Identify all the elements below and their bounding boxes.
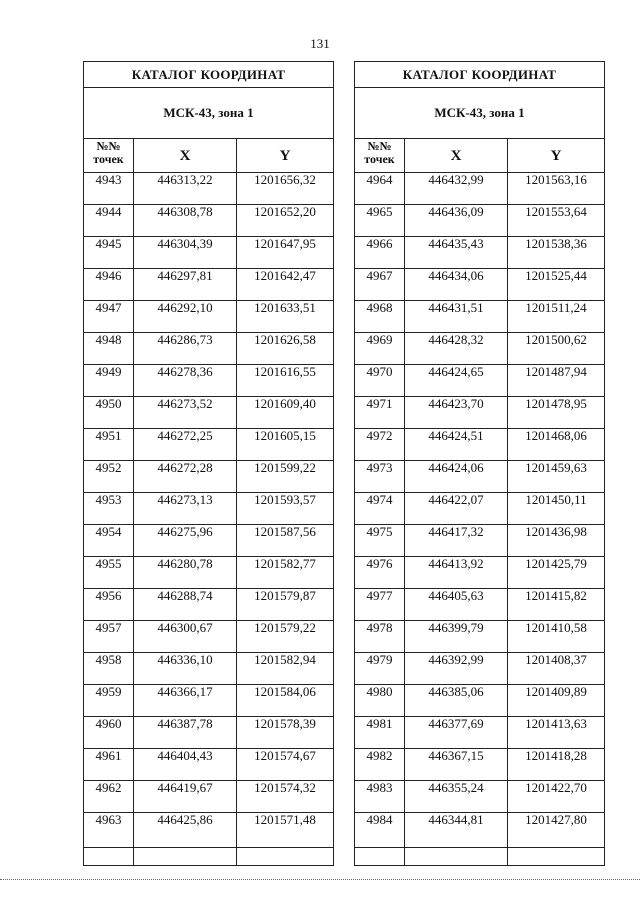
point-number-cell: 4966 [355,237,405,269]
table-row [84,461,334,493]
x-coordinate-cell: 446419,67 [134,781,237,813]
table-row [355,621,605,653]
x-coordinate-cell: 446423,70 [405,397,508,429]
y-coordinate-cell: 1201538,36 [508,237,605,269]
point-number-cell: 4979 [355,653,405,685]
table-row [355,493,605,525]
table-row [84,781,334,813]
y-coordinate-cell: 1201459,63 [508,461,605,493]
table-row [84,301,334,333]
table-row [84,173,334,205]
y-coordinate-cell: 1201605,15 [237,429,334,461]
y-coordinate-cell: 1201582,77 [237,557,334,589]
y-coordinate-cell: 1201593,57 [237,493,334,525]
x-coordinate-cell: 446367,15 [405,749,508,781]
point-number-cell: 4943 [84,173,134,205]
y-coordinate-cell: 1201422,70 [508,781,605,813]
x-coordinate-cell: 446313,22 [134,173,237,205]
table-row [355,749,605,781]
point-number-cell: 4954 [84,525,134,557]
point-number-cell: 4948 [84,333,134,365]
x-coordinate-cell: 446424,06 [405,461,508,493]
x-coordinate-cell: 446404,43 [134,749,237,781]
table-row [355,269,605,301]
table-row [84,557,334,589]
point-number-cell: 4958 [84,653,134,685]
y-coordinate-cell: 1201425,79 [508,557,605,589]
x-coordinate-cell: 446434,06 [405,269,508,301]
y-coordinate-cell: 1201478,95 [508,397,605,429]
table-row [355,589,605,621]
x-coordinate-cell: 446288,74 [134,589,237,621]
y-coordinate-cell: 1201571,48 [237,813,334,848]
table-row [355,653,605,685]
table-row [84,589,334,621]
point-number-cell: 4947 [84,301,134,333]
header-point-number: №№ точек [84,139,134,173]
table-row [355,365,605,397]
table-row [355,205,605,237]
header-y: Y [237,139,334,173]
point-number-cell: 4968 [355,301,405,333]
header-point-number: №№ точек [355,139,405,173]
point-number-cell: 4970 [355,365,405,397]
x-coordinate-cell: 446432,99 [405,173,508,205]
table-row [84,685,334,717]
x-coordinate-cell: 446422,07 [405,493,508,525]
y-coordinate-cell: 1201427,80 [508,813,605,848]
x-coordinate-cell: 446272,28 [134,461,237,493]
point-number-cell: 4957 [84,621,134,653]
point-number-cell: 4969 [355,333,405,365]
x-coordinate-cell: 446435,43 [405,237,508,269]
x-coordinate-cell: 446273,52 [134,397,237,429]
point-number-cell: 4953 [84,493,134,525]
y-coordinate-cell: 1201579,87 [237,589,334,621]
point-number-cell: 4965 [355,205,405,237]
header-x: X [405,139,508,173]
coordinate-catalog-table-right [354,61,605,866]
table-row [84,333,334,365]
y-coordinate-cell: 1201587,56 [237,525,334,557]
point-number-cell: 4960 [84,717,134,749]
table-row [84,717,334,749]
point-number-cell: 4980 [355,685,405,717]
catalog-title: КАТАЛОГ КООРДИНАТ [84,62,334,88]
coordinate-catalog-table-left [83,61,334,866]
y-coordinate-cell: 1201409,89 [508,685,605,717]
point-number-cell: 4946 [84,269,134,301]
x-coordinate-cell: 446355,24 [405,781,508,813]
y-coordinate-cell: 1201574,32 [237,781,334,813]
point-number-cell: 4976 [355,557,405,589]
point-number-cell: 4983 [355,781,405,813]
point-number-cell: 4967 [355,269,405,301]
catalog-zone: МСК-43, зона 1 [84,88,334,139]
y-coordinate-cell: 1201656,32 [237,173,334,205]
x-coordinate-cell: 446292,10 [134,301,237,333]
point-number-cell: 4977 [355,589,405,621]
table-row [355,685,605,717]
x-coordinate-cell: 446286,73 [134,333,237,365]
x-coordinate-cell: 446425,86 [134,813,237,848]
x-coordinate-cell: 446377,69 [405,717,508,749]
y-coordinate-cell: 1201642,47 [237,269,334,301]
point-number-cell: 4981 [355,717,405,749]
table-row [84,365,334,397]
point-number-cell: 4975 [355,525,405,557]
point-number-cell: 4949 [84,365,134,397]
point-number-cell: 4962 [84,781,134,813]
page-bottom-rule [0,879,640,880]
y-coordinate-cell: 1201410,58 [508,621,605,653]
point-number-cell: 4982 [355,749,405,781]
table-row [355,717,605,749]
point-number-cell: 4978 [355,621,405,653]
x-coordinate-cell: 446278,36 [134,365,237,397]
point-number-cell: 4959 [84,685,134,717]
x-coordinate-cell: 446297,81 [134,269,237,301]
x-coordinate-cell: 446392,99 [405,653,508,685]
y-coordinate-cell: 1201584,06 [237,685,334,717]
x-coordinate-cell: 446304,39 [134,237,237,269]
y-coordinate-cell: 1201487,94 [508,365,605,397]
x-coordinate-cell: 446308,78 [134,205,237,237]
x-coordinate-cell: 446424,65 [405,365,508,397]
table-row [84,269,334,301]
y-coordinate-cell: 1201553,64 [508,205,605,237]
table-row [84,493,334,525]
x-coordinate-cell: 446387,78 [134,717,237,749]
y-coordinate-cell: 1201436,98 [508,525,605,557]
table-row [84,621,334,653]
x-coordinate-cell: 446424,51 [405,429,508,461]
point-number-cell: 4984 [355,813,405,848]
point-number-cell: 4964 [355,173,405,205]
point-number-cell: 4950 [84,397,134,429]
table-row [355,429,605,461]
point-number-cell: 4971 [355,397,405,429]
table-row [355,301,605,333]
table-row [355,333,605,365]
header-x: X [134,139,237,173]
point-number-cell: 4963 [84,813,134,848]
y-coordinate-cell: 1201647,95 [237,237,334,269]
point-number-cell: 4945 [84,237,134,269]
table-row [84,813,334,848]
table-row [355,781,605,813]
x-coordinate-cell: 446428,32 [405,333,508,365]
page-number: 131 [310,36,330,51]
point-number-cell: 4961 [84,749,134,781]
table-row [355,173,605,205]
y-coordinate-cell: 1201574,67 [237,749,334,781]
table-row [84,205,334,237]
y-coordinate-cell: 1201578,39 [237,717,334,749]
y-coordinate-cell: 1201652,20 [237,205,334,237]
point-number-cell: 4972 [355,429,405,461]
table-row [355,525,605,557]
x-coordinate-cell: 446436,09 [405,205,508,237]
catalog-title: КАТАЛОГ КООРДИНАТ [355,62,605,88]
point-number-cell: 4944 [84,205,134,237]
y-coordinate-cell: 1201511,24 [508,301,605,333]
y-coordinate-cell: 1201599,22 [237,461,334,493]
point-number-cell: 4951 [84,429,134,461]
table-row [84,525,334,557]
x-coordinate-cell: 446336,10 [134,653,237,685]
y-coordinate-cell: 1201525,44 [508,269,605,301]
x-coordinate-cell: 446300,67 [134,621,237,653]
point-number-cell: 4952 [84,461,134,493]
point-number-cell: 4955 [84,557,134,589]
table-row [355,397,605,429]
table-row [355,237,605,269]
x-coordinate-cell: 446399,79 [405,621,508,653]
x-coordinate-cell: 446273,13 [134,493,237,525]
table-row [355,813,605,848]
y-coordinate-cell: 1201500,62 [508,333,605,365]
point-number-cell: 4973 [355,461,405,493]
point-number-cell: 4974 [355,493,405,525]
table-row [84,653,334,685]
y-coordinate-cell: 1201616,55 [237,365,334,397]
x-coordinate-cell: 446417,32 [405,525,508,557]
catalog-zone: МСК-43, зона 1 [355,88,605,139]
x-coordinate-cell: 446280,78 [134,557,237,589]
y-coordinate-cell: 1201408,37 [508,653,605,685]
table-row [84,749,334,781]
y-coordinate-cell: 1201633,51 [237,301,334,333]
y-coordinate-cell: 1201563,16 [508,173,605,205]
y-coordinate-cell: 1201418,28 [508,749,605,781]
table-row [84,397,334,429]
table-row [84,429,334,461]
table-row [84,237,334,269]
header-y: Y [508,139,605,173]
table-row [355,557,605,589]
x-coordinate-cell: 446405,63 [405,589,508,621]
x-coordinate-cell: 446275,96 [134,525,237,557]
table-row [355,461,605,493]
y-coordinate-cell: 1201609,40 [237,397,334,429]
y-coordinate-cell: 1201413,63 [508,717,605,749]
x-coordinate-cell: 446344,81 [405,813,508,848]
x-coordinate-cell: 446366,17 [134,685,237,717]
x-coordinate-cell: 446272,25 [134,429,237,461]
point-number-cell: 4956 [84,589,134,621]
y-coordinate-cell: 1201415,82 [508,589,605,621]
y-coordinate-cell: 1201579,22 [237,621,334,653]
x-coordinate-cell: 446431,51 [405,301,508,333]
x-coordinate-cell: 446413,92 [405,557,508,589]
y-coordinate-cell: 1201450,11 [508,493,605,525]
y-coordinate-cell: 1201468,06 [508,429,605,461]
y-coordinate-cell: 1201582,94 [237,653,334,685]
x-coordinate-cell: 446385,06 [405,685,508,717]
y-coordinate-cell: 1201626,58 [237,333,334,365]
